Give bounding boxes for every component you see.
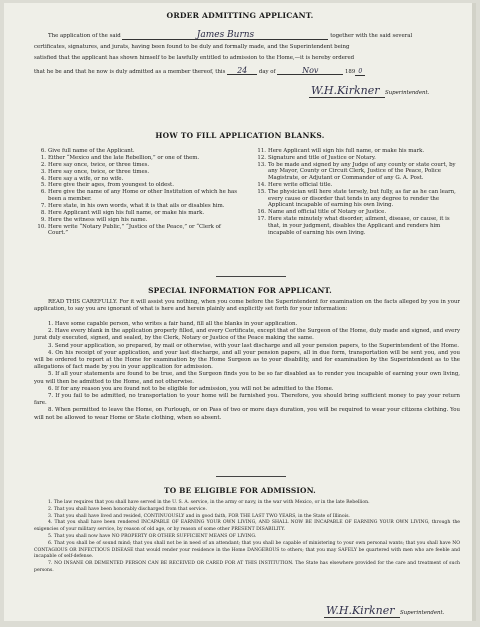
eligibility-item: 5. That you shall now have NO PROPERTY OR OTHER SUFFICIENT MEANS OF LIVING. bbox=[48, 533, 257, 539]
instruction-number: 16. bbox=[257, 209, 266, 216]
instruction-text: The physician will here state tersely, but fully, as far as he can learn, every cause or disorder that tends in any degree to render the Applicant incapable of earning his own living. bbox=[268, 188, 456, 209]
page-edge bbox=[472, 3, 476, 621]
instruction-number: 6. bbox=[40, 189, 46, 196]
year-prefix: 189 bbox=[344, 69, 356, 75]
instruction-number: 6. bbox=[40, 148, 46, 154]
instruction-item bbox=[34, 162, 242, 169]
eligible-signature: W.H.Kirkner bbox=[326, 604, 395, 617]
special-item: 3. Send your application, so prepared, by mail or otherwise, with your last discharge and all your pension papers, to the Superintendent of the Home. bbox=[48, 342, 459, 349]
instruction-text: Here write “Notary Public,” “Justice of the Peace,” or “Clerk of Court.” bbox=[48, 223, 221, 237]
instruction-item bbox=[34, 189, 242, 202]
instruction-text: Here give their ages, from youngest to oldest. bbox=[48, 182, 174, 189]
instruction-text: Here Applicant will sign his full name, or make his mark. bbox=[48, 209, 205, 216]
instruction-item bbox=[34, 169, 242, 176]
instruction-number: 1. bbox=[40, 154, 46, 161]
order-line-3: satisfied that the applicant has shown himself to be lawfully entitled to admission to the Home,—it is hereby ordered bbox=[34, 55, 355, 61]
order-line-1-end: together with the said several bbox=[330, 33, 413, 39]
year-digit: 0 bbox=[358, 68, 363, 75]
how-to-left-column bbox=[34, 148, 242, 237]
eligibility-item: 7. NO INSANE OR DEMENTED PERSON CAN BE RECEIVED OR CARED FOR AT THIS INSTITUTION. The State has elsewhere provided for the care and treatment of such persons. bbox=[34, 561, 460, 573]
instruction-number: 8. bbox=[40, 209, 46, 216]
instruction-item bbox=[254, 155, 460, 162]
month-value: Nov bbox=[302, 66, 319, 75]
eligibility-item: 1. The law requires that you shall have served in the U. S. A. service, in the army or navy, in the war with Mexico, or in the late Rebellion. bbox=[48, 500, 370, 505]
instruction-text: Here the witness will sign his name. bbox=[48, 216, 148, 223]
instruction-item bbox=[254, 148, 460, 155]
eligibility-item: 2. That you shall have been honorably discharged from that service. bbox=[48, 506, 207, 512]
day-value: 24 bbox=[237, 66, 248, 75]
instruction-text: Either “Mexico and the late Rebellion,” or one of them. bbox=[48, 154, 200, 161]
instruction-text: To be made and signed by any Judge of any county or state court, by any Mayor, County or Circuit Clerk, Justice of the Peace, Police Magistrate, or Adjutant or Commander of any G. A. Post. bbox=[268, 161, 456, 182]
instruction-text: Here state minutely what disorder, ailment, disease, or cause, it is that, in your judgment, disables the Applicant and renders him incapable of earning his own living. bbox=[268, 216, 450, 236]
applicant-name-field bbox=[122, 32, 328, 40]
instruction-text: Give full name of the Applicant. bbox=[48, 148, 135, 154]
instruction-item bbox=[254, 182, 460, 189]
order-line-1-start: The application of the said bbox=[48, 33, 121, 39]
instruction-text: Name and official title of Notary or Justice. bbox=[268, 209, 387, 216]
eligible-list bbox=[34, 500, 460, 575]
special-item: 1. Have some capable person, who writes a fair hand, fill all the blanks in your application. bbox=[48, 321, 298, 327]
instruction-item bbox=[34, 224, 242, 237]
instruction-item bbox=[254, 216, 460, 236]
instruction-number: 17. bbox=[257, 216, 266, 223]
instruction-item bbox=[34, 182, 242, 189]
instruction-number: 7. bbox=[40, 202, 46, 209]
instruction-number: 12. bbox=[257, 154, 266, 161]
day-field bbox=[227, 67, 257, 75]
instruction-item bbox=[254, 209, 460, 216]
instruction-item bbox=[34, 148, 242, 155]
instruction-item bbox=[34, 155, 242, 162]
instruction-item bbox=[254, 162, 460, 182]
document-page bbox=[4, 3, 476, 621]
instruction-item bbox=[34, 176, 242, 183]
instruction-number: 3. bbox=[40, 168, 46, 175]
order-line-2: certificates, signatures, and jurats, having been found to be duly and formally made, and the Superintendent being bbox=[34, 44, 350, 50]
order-signature-line bbox=[309, 86, 385, 98]
special-title: SPECIAL INFORMATION FOR APPLICANT. bbox=[148, 286, 332, 295]
instruction-text: Here give the name of any Home or other Institution of which he has been a member. bbox=[48, 189, 238, 203]
instruction-text: Here say a wife, or no wife. bbox=[48, 175, 124, 182]
special-item: 8. When permitted to leave the Home, on Furlough, or on Pass of two or more days duration, you will be required to wear your citizens clothing. You will not be allowed to wear Home or State clothing, when so absent. bbox=[34, 407, 460, 421]
order-line-4-start: that he be and that he now is duly admitted as a member thereof, this bbox=[34, 69, 226, 75]
instruction-text: Here write official title. bbox=[268, 182, 333, 189]
special-item: 6. If for any reason you are found not to be eligible for admission, you will not be admitted to the Home. bbox=[48, 385, 334, 392]
eligible-title: TO BE ELIGIBLE FOR ADMISSION. bbox=[164, 486, 316, 495]
year-field bbox=[355, 68, 365, 76]
instruction-item bbox=[34, 217, 242, 224]
instruction-number: 11. bbox=[257, 148, 266, 154]
instruction-number: 2. bbox=[40, 161, 46, 168]
order-line-4 bbox=[34, 67, 460, 76]
special-list bbox=[34, 321, 460, 422]
order-title: ORDER ADMITTING APPLICANT. bbox=[166, 11, 314, 20]
instruction-number: 4. bbox=[40, 175, 46, 182]
instruction-number: 14. bbox=[257, 182, 266, 189]
special-item: 4. On his receipt of your application, and your last discharge, and all your pension papers, all in due form, transportation will be sent you, and you will be ordered to report at the Home for examination by the Home Surgeon as to your disability, and for examination by the Superintendent as to the allegations of fact made by you in your application for admission. bbox=[34, 349, 460, 371]
instruction-number: 9. bbox=[40, 216, 46, 223]
special-intro: READ THIS CAREFULLY. For it will assist you nothing, when you come before the Superintendent for examination on the facts alleged by you in your application, to say you are ignorant of what is here and herein plainly and explicitly set forth for your information: bbox=[34, 299, 460, 313]
instruction-text: Signature and title of Justice or Notary. bbox=[268, 154, 376, 161]
month-field bbox=[277, 67, 343, 75]
instruction-item bbox=[34, 210, 242, 217]
order-line-4-mid: day of bbox=[258, 69, 276, 75]
instruction-number: 13. bbox=[257, 161, 266, 168]
how-to-right-column bbox=[254, 148, 460, 236]
eligibility-item: 4. That you shall have been rendered INCAPABLE OF EARNING YOUR OWN LIVING, AND SHALL NOW BE INCAPABLE OF EARNING YOUR OWN LIVING, through the exigencies of your military service, by reason of old age, or by reason of some other PRESENT DISABILITY. bbox=[34, 520, 460, 533]
divider bbox=[216, 476, 286, 477]
instruction-text: Here say once, twice, or three times. bbox=[48, 161, 150, 168]
eligible-signature-block bbox=[324, 599, 444, 618]
eligibility-item: 6. That you shall be of sound mind; that you shall not be in need of an attendant; that you shall be capable of ministering to your own personal wants; that you shall have NO CONTAGIOUS OR INFECTIOUS DISEASE that would render your residence in the Home DANGEROUS to others; that you may SAFELY be quartered with men who are feeble and incapable of self-defense. bbox=[34, 540, 460, 560]
instruction-number: 5. bbox=[40, 182, 46, 189]
special-item: 7. If you fail to be admitted, no transportation to your home will be furnished you. Therefore, you should bring sufficient money to pay your return fare. bbox=[34, 393, 460, 407]
how-to-right-list bbox=[254, 148, 460, 236]
special-item: 5. If all your statements are found to be true, and the Surgeon finds you to be so far disabled as to render you incapable of earning your own living, you will then be admitted to the Home, and not otherwise. bbox=[34, 371, 460, 385]
instruction-number: 10. bbox=[37, 223, 46, 230]
instruction-text: Here state, in his own words, what it is that ails or disables him. bbox=[48, 202, 225, 209]
order-signature: W.H.Kirkner bbox=[311, 84, 380, 97]
how-to-left-list bbox=[34, 148, 242, 237]
instruction-item bbox=[34, 203, 242, 210]
order-signature-block bbox=[309, 79, 429, 98]
order-signature-suffix: Superintendent. bbox=[385, 90, 430, 96]
instruction-item bbox=[254, 189, 460, 209]
applicant-name: James Burns bbox=[196, 30, 255, 40]
special-item: 2. Have every blank in the application properly filled, and every Certificate, except that of the Surgeon of the Home, duly made and signed, and every jurat duly executed, signed, and sealed, by the Clerk, Notary or Justice of the Peace making the same. bbox=[34, 328, 460, 342]
instruction-text: Here say once, twice, or three times. bbox=[48, 168, 150, 175]
eligible-signature-suffix: Superintendent. bbox=[400, 610, 445, 616]
order-line-1 bbox=[34, 32, 460, 40]
instruction-number: 15. bbox=[257, 188, 266, 195]
how-to-title: HOW TO FILL APPLICATION BLANKS. bbox=[155, 131, 325, 140]
divider bbox=[216, 276, 286, 277]
instruction-text: Here Applicant will sign his full name, or make his mark. bbox=[268, 148, 425, 154]
eligibility-item: 3. That you shall have lived and resided, CONTINUOUSLY and in good faith, FOR THE LAST TWO YEARS, in the State of Illinois. bbox=[48, 513, 350, 519]
eligible-signature-line bbox=[324, 606, 400, 618]
